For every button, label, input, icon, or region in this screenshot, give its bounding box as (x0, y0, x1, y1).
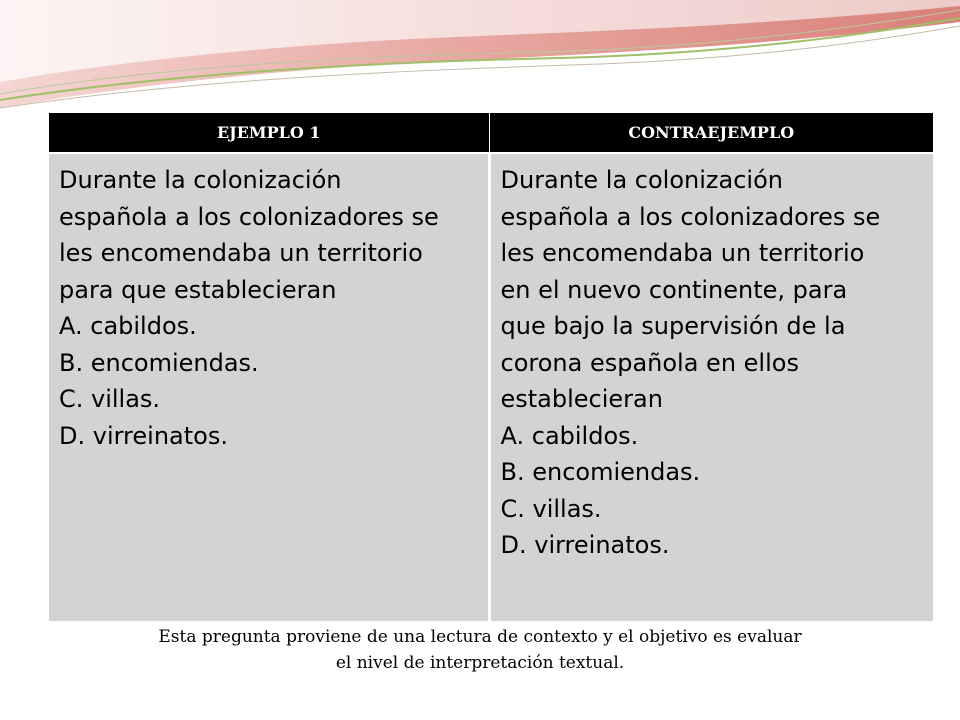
header-contraejemplo: CONTRAEJEMPLO (489, 113, 933, 153)
counterexample-line: española a los colonizadores se (500, 202, 881, 231)
counterexample-option-d: D. virreinatos. (500, 531, 670, 559)
table-header-row (49, 113, 933, 153)
counterexample-option-a: A. cabildos. (500, 421, 639, 450)
footer-line-1: Esta pregunta proviene de una lectura de contexto y el objetivo es evaluar (158, 627, 802, 647)
example-option-b: B. encomiendas. (59, 348, 259, 377)
counterexample-line: corona española en ellos (500, 348, 799, 377)
counterexample-line: que bajo la supervisión de la (500, 312, 846, 340)
example-line: Durante la colonización (59, 166, 342, 194)
counterexample-option-c: C. villas. (500, 494, 602, 523)
header-ejemplo: EJEMPLO 1 (49, 113, 489, 153)
example-line: para que establecieran (59, 275, 337, 304)
comparison-table (49, 113, 933, 621)
counterexample-line: en el nuevo continente, para (500, 275, 848, 304)
example-option-d: D. virreinatos. (59, 421, 228, 450)
top-swoosh-decoration (0, 0, 960, 120)
counterexample-option-b: B. encomiendas. (500, 458, 701, 486)
example-cell (49, 153, 489, 621)
counterexample-cell (489, 153, 933, 621)
footer-line-2: el nivel de interpretación textual. (335, 653, 625, 673)
footer-note (0, 624, 960, 676)
counterexample-line: les encomendaba un territorio (500, 239, 865, 267)
example-option-a: A. cabildos. (59, 312, 197, 340)
example-line: les encomendaba un territorio (59, 239, 423, 267)
counterexample-line: establecieran (500, 385, 663, 413)
counterexample-line: Durante la colonización (500, 166, 783, 194)
example-option-c: C. villas. (59, 385, 161, 413)
example-line: española a los colonizadores se (59, 202, 439, 231)
table-body-row (49, 153, 933, 621)
